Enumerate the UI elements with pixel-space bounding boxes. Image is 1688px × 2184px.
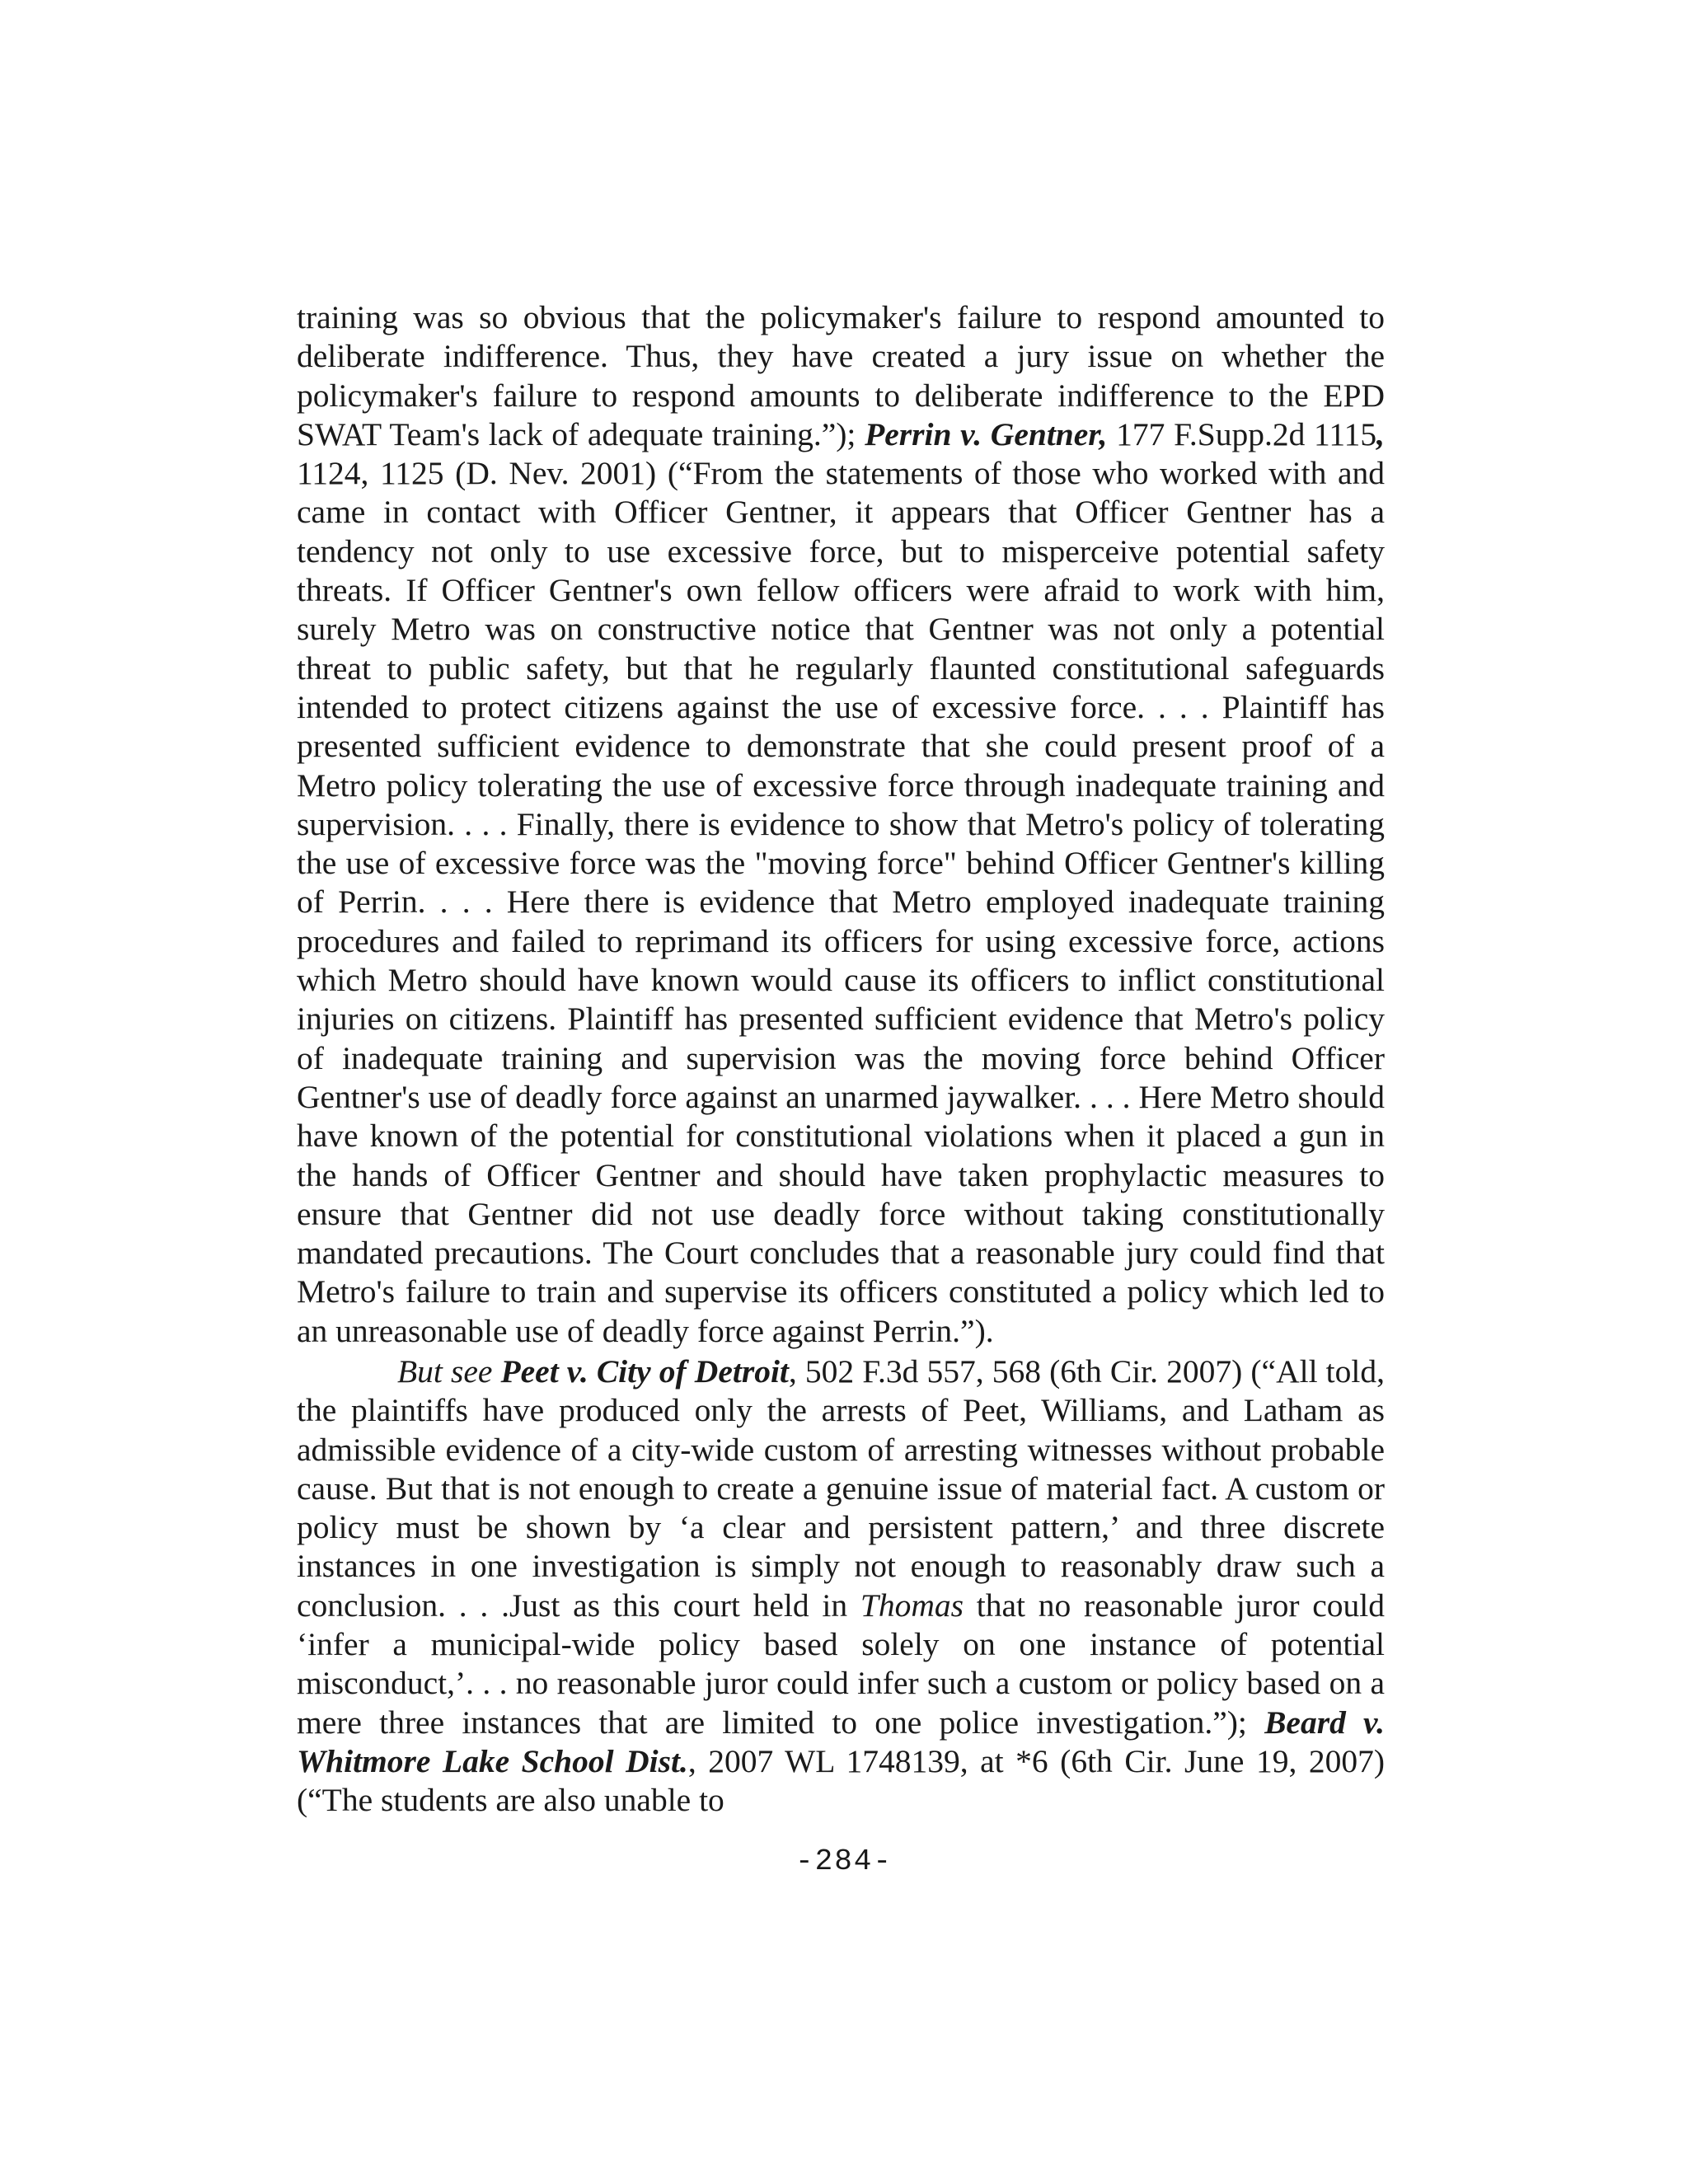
case-name-beard-v-whitmore-lake: Beard v. Whitmore Lake School Dist. <box>297 1704 1385 1779</box>
paragraph-perrin-citation <box>297 298 1385 1351</box>
quoted-parenthetical: , 502 F.3d 557, 568 (6th Cir. 2007) (“All told, the plaintiffs have produced only the arrests of Peet, Williams, and Latham as admissible evidence of a city-wide custom of arresting witnesses without probable cause. But that is not enough to create a genuine issue of material fact. A custom or policy must be shown by ‘a clear and persistent pattern,’ and three discrete instances in one investigation is simply not enough to reasonably draw such a conclusion. . . .Just as this court held in <box>297 1353 1385 1624</box>
case-short-name-thomas: Thomas <box>860 1586 964 1624</box>
body-text: training was so obvious that the policymaker's failure to respond amounted to deliberate indifference. Thus, they have created a jury issue on whether the policymaker's failure to respond amounts to deliberate indifference to the EPD SWAT Team's lack of adequate training.”); <box>297 299 1385 452</box>
case-name-perrin-v-gentner: Perrin v. Gentner, <box>865 415 1108 452</box>
case-name-peet-v-city-of-detroit: Peet v. City of Detroit <box>500 1353 789 1390</box>
reporter-citation: , 2007 WL 1748139, at *6 (6th Cir. June 19, 2007) (“The students are also unable to <box>297 1742 1385 1819</box>
citation-signal: But see <box>397 1353 493 1390</box>
quoted-parenthetical-continued: that no reasonable juror could ‘infer a municipal-wide policy based solely on one instance of potential misconduct,’. . . no reasonable juror could infer such a custom or policy based on a mere three instances that are limited to one police investigation.”); <box>297 1586 1386 1741</box>
page-number: -284- <box>795 1844 893 1878</box>
reporter-citation: 177 F.Supp.2d 1115 <box>1107 415 1377 452</box>
citation-comma: , <box>1376 415 1386 452</box>
paragraph-but-see-citations <box>297 1352 1385 1821</box>
quoted-parenthetical: 1124, 1125 (D. Nev. 2001) (“From the statements of those who worked with and came in contact with Officer Gentner, it appears that Officer Gentner has a tendency not only to use excessive force, but to misperceive potential safety threats. If Officer Gentner's own fellow officers were afraid to work with him, surely Metro was on constructive notice that Gentner was not only a potential threat to public safety, but that he regularly flaunted constitutional safeguards intended to protect citizens against the use of excessive force. . . . Plaintiff has presented sufficient evidence to demonstrate that she could present proof of a Metro policy tolerating the use of excessive force through inadequate training and supervision. . . . Finally, there is evidence to show that Metro's policy of tolerating the use of excessive force was the "moving force" behind Officer Gentner's killing of Perrin. . . . Here there is evidence that Metro employed inadequate training procedures and failed to reprimand its officers for using excessive force, actions which Metro should have known would cause its officers to inflict constitutional injuries on citizens. Plaintiff has presented sufficient evidence that Metro's policy of inadequate training and supervision was the moving force behind Officer Gentner's use of deadly force against an unarmed jaywalker. . . . Here Metro should have known of the potential for constitutional violations when it placed a gun in the hands of Officer Gentner and should have taken prophylactic measures to ensure that Gentner did not use deadly force without taking constitutionally mandated precautions. The Court concludes that a reasonable jury could find that Metro's failure to train and supervise its officers constituted a policy which led to an unreasonable use of deadly force against Perrin.”). <box>297 455 1385 1349</box>
